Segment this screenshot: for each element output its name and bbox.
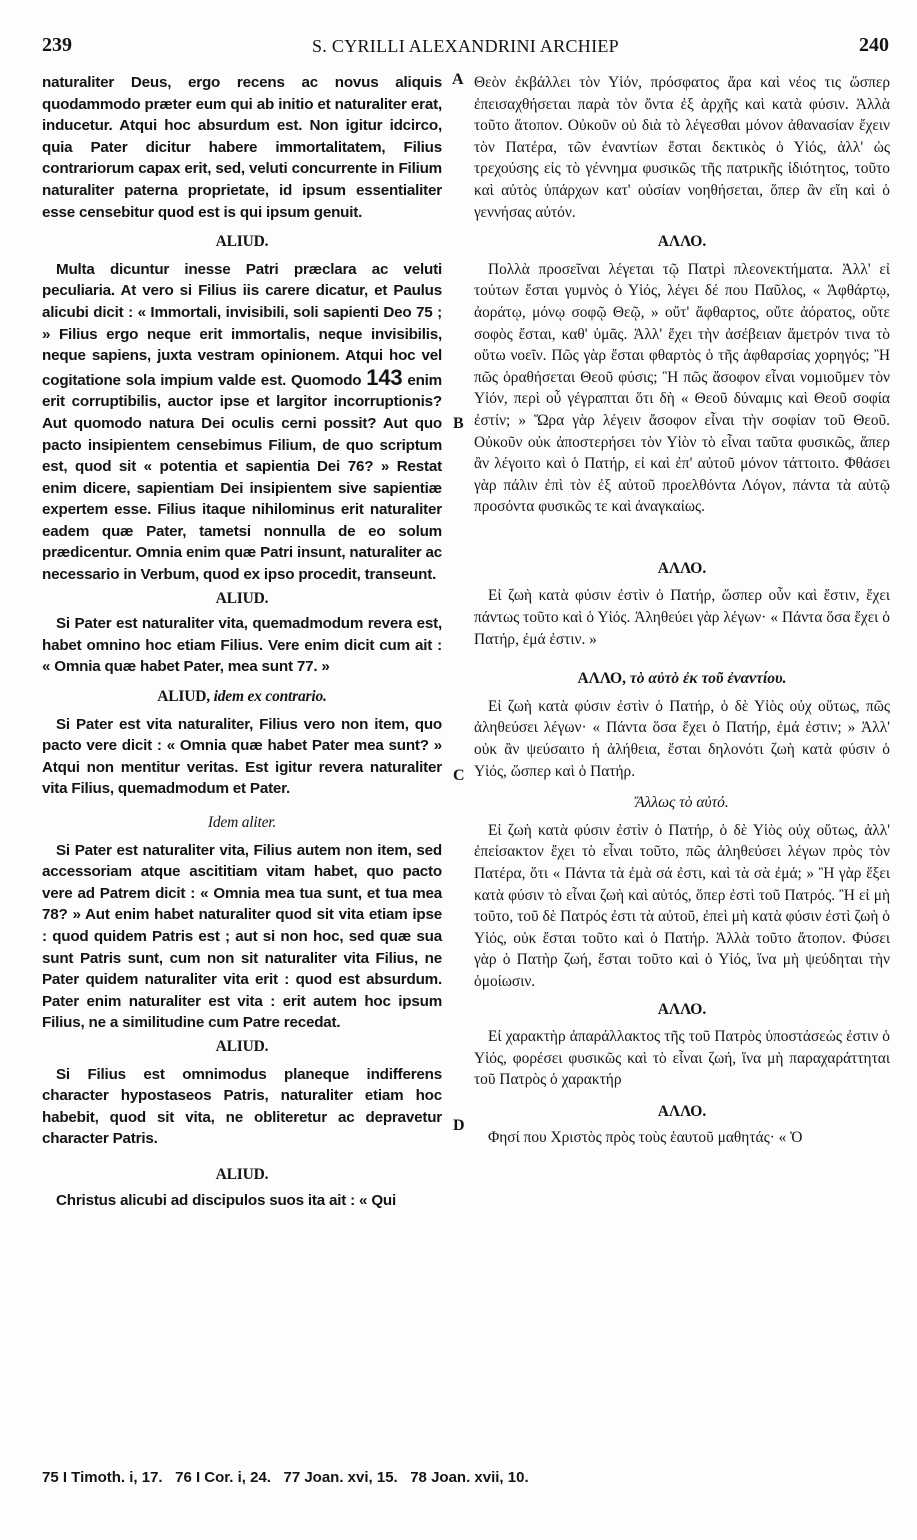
section-heading: ΑΛΛΟ. bbox=[657, 1102, 707, 1120]
latin-text: enim erit corruptibilis, auctor ipse et largitor incorruptionis? Aut quomodo natura Dei oculis cerni possit? Aut quo pacto insipientem censebimus Filium, de quo scriptum est, quod sit « potentia et sapientia Dei 76? » Restat enim dicere, sapientiam Dei insipientem sive sapientiæ expertem esse. Filius itaque nihilominus erit naturaliter eadem quæ Pater, tametsi nonnulla de eo solum prædicentur. Omnia enim quæ Patri insunt, naturaliter ac necessario in Verbum, quod ex ipso procedit, transeunt. bbox=[42, 371, 442, 584]
heading-italic: idem ex contrario. bbox=[213, 688, 327, 706]
latin-paragraph: naturaliter Deus, ergo recens ac novus aliquis quodammodo præter eum qui ab initio et naturaliter erat, inducetur. Atqui hoc absurdum est. Non igitur idcirco, quia Pater dicitur habere immortalitatem, Filius contrariorum capax erit, sed, veluti concurrente in Filium naturaliter paterna proprietate, id ipsum essentialiter esse censebitur quod est is qui ipsum genuit. bbox=[42, 74, 442, 221]
greek-paragraph: Φησί που Χριστὸς πρὸς τοὺς ἑαυτοῦ μαθητάς· « Ὁ bbox=[488, 1128, 803, 1146]
section-heading bbox=[474, 668, 890, 690]
section-heading: Idem aliter. bbox=[207, 814, 277, 831]
heading-text: ΑΛΛΟ, bbox=[577, 670, 626, 688]
heading-text: ALIUD, bbox=[157, 688, 210, 706]
section-heading: ALIUD. bbox=[215, 233, 269, 251]
greek-paragraph: Εἰ ζωὴ κατὰ φύσιν ἐστὶν ὁ Πατήρ, ὁ δὲ Υἱὸς οὐχ οὕτως, ἀλλ' ἐπείσακτον ἔχει τὸ εἶναι τοῦτο, πῶς ἀληθεύσει λέγων πρὸς τὸν Πατέρα, ὅτι « Πάντα τὰ ἐμὰ σά ἐστι, καὶ τὰ σὰ ἐμά; » Ἢ γὰρ ἕξει κατὰ φύσιν τὸ εἶναι ζωὴ καὶ αὐτός, ὅπερ ἐστὶ τοῦ Πατρός. Ἢ εἰ μὴ τοῦτο, τοῦ δὲ Πατρός ἐστι τὰ αὐτοῦ, ἐπεὶ μὴ κατὰ φύσιν ἐστὶ ζωὴ ὁ Υἱός, οὐκ ἔσται τοῦτο καὶ ὁ Πατήρ. Ἀλλὰ τοῦτο ἄτοπον. Φύσει γὰρ ὁ Πατὴρ ζωή, ἔσται τοῦτο καὶ ὁ Υἱός, ἵνα μὴ ψεύδηται τὴν ὁμοίωσιν. bbox=[474, 821, 890, 990]
page-header bbox=[42, 34, 889, 60]
greek-paragraph: Εἰ ζωὴ κατὰ φύσιν ἐστὶν ὁ Πατήρ, ὥσπερ οὖν καὶ ἔστιν, ἔχει πάντως τοῦτο καὶ ὁ Υἱός. Ἀληθεύει γὰρ λέγων· « Πάντα ὅσα ἔχει ὁ Πατήρ, ἐμά ἐστιν. » bbox=[474, 587, 890, 648]
greek-paragraph: Εἰ ζωὴ κατὰ φύσιν ἐστὶν ὁ Πατήρ, ὁ δὲ Υἱὸς οὐχ οὕτως, πῶς ἀληθεύσει λέγων· « Πάντα ὅσα ἔχει ὁ Πατήρ, ἐμά ἐστιν; » Ἀλλ' οὐκ ἂν ψεύσαιτο ἡ ἀλήθεια, ἔσται δηλονότι ζωὴ κατὰ φύσιν ὁ Υἱός, ὥσπερ καὶ ὁ Πατήρ. bbox=[474, 697, 890, 780]
section-heading: ALIUD. bbox=[215, 589, 269, 607]
latin-paragraph: Si Pater est vita naturaliter, Filius vero non item, quo pacto vere dicit : « Omnia quæ habet Pater mea sunt? » Atqui non mentitur veritas. Est igitur revera naturaliter vita Filius, quemadmodum et Pater. bbox=[42, 715, 442, 798]
running-title: S. CYRILLI ALEXANDRINI ARCHIEP bbox=[311, 36, 619, 56]
latin-paragraph bbox=[42, 259, 442, 586]
greek-column bbox=[474, 72, 890, 1148]
section-heading bbox=[42, 686, 442, 708]
section-heading: ALIUD. bbox=[215, 1037, 269, 1055]
section-heading: ΑΛΛΟ. bbox=[657, 559, 707, 577]
margin-marker-c: C bbox=[453, 767, 465, 784]
page-number-left: 239 bbox=[42, 34, 72, 56]
heading-italic: τὸ αὐτὸ ἐκ τοῦ ἐναντίου. bbox=[629, 670, 787, 688]
column-number: 143 bbox=[366, 364, 403, 390]
latin-paragraph: Si Pater est naturaliter vita, Filius autem non item, sed accessoriam atque ascititiam vitam habet, quo pacto vere ad Patrem dicit : « Omnia mea tua sunt, et tua mea 78? » Aut enim habet naturaliter quod sit vita etiam ipse : quod quidem Patris est ; aut si non hoc, sed quæ sua sunt Patris sunt, cum non sit naturaliter vita Filius, ne Pater quidem naturaliter vita erit : quod est absurdum. Pater enim naturaliter est vita : erit autem hoc ipsum Filius, ne a similitudine cum Patre recedat. bbox=[42, 841, 442, 1032]
latin-text: Multa dicuntur inesse Patri præclara ac veluti peculiaria. At vero si Filius iis carere dicatur, et Paulus alicubi dicit : « Immortali, invisibili, soli sapienti Deo 75 ; » Filius ergo neque erit immortalis, neque invisibilis, neque sapiens, juxta vestram opinionem. Atqui hoc vel cogitatione sola impium valde est. Quomodo bbox=[42, 260, 442, 389]
latin-paragraph: Si Filius est omnimodus planeque indifferens character hypostaseos Patris, naturaliter etiam hoc habebit, quod sit vita, ne obliteretur ac depravetur character Patris. bbox=[42, 1065, 442, 1148]
latin-paragraph: Christus alicubi ad discipulos suos ita ait : « Qui bbox=[56, 1191, 397, 1209]
greek-paragraph: Εἰ χαρακτὴρ ἀπαράλλακτος τῆς τοῦ Πατρὸς ὑποστάσεώς ἐστιν ὁ Υἱός, φορέσει φυσικῶς καὶ τὸ εἶναι ζωή, ἵνα μὴ παραχαράττηται τοῦ Πατρὸς ὁ χαρακτήρ bbox=[474, 1028, 890, 1089]
footnotes: 75 I Timoth. i, 17. 76 I Cor. i, 24. 77 Joan. xvi, 15. 78 Joan. xvii, 10. bbox=[42, 1469, 529, 1486]
margin-marker-b: B bbox=[453, 415, 464, 432]
section-heading: ΑΛΛΟ. bbox=[657, 233, 707, 251]
section-heading: ΑΛΛΟ. bbox=[657, 1000, 707, 1018]
margin-marker-a: A bbox=[452, 71, 464, 88]
greek-paragraph: Θεὸν ἐκβάλλει τὸν Υἱόν, πρόσφατος ἄρα καὶ νέος τις ὥσπερ ἐπεισαχθήσεται παρὰ τὸν ὄντα ἐξ ἀρχῆς καὶ κατὰ φύσιν. Ἀλλὰ τοῦτο ἄτοπον. Οὐκοῦν οὐ διὰ τὸ λέγεσθαι μόνον ἀθανασίαν ἔχειν τὸν Πατέρα, τῶν ἐναντίων ἔσται δεκτικὸς ὁ Υἱός, ἀλλ' ὡς τρεχούσης εἰς τὸ γέννημα φυσικῶς τῆς πατρικῆς ἰδιότητος, τοῦτο καὶ αὐτὸς ὑπάρχων κατ' οὐσίαν νοηθήσεται, ὅπερ ἂν εἴη καὶ ὁ γεννήσας αὐτόν. bbox=[474, 74, 890, 221]
section-heading: Ἄλλως τὸ αὐτό. bbox=[635, 794, 729, 812]
latin-paragraph: Si Pater est naturaliter vita, quemadmodum revera est, habet omnino hoc etiam Filius. Vere enim dicit cum ait : « Omnia quæ habet Pater, mea sunt 77. » bbox=[42, 615, 442, 676]
latin-column bbox=[42, 72, 442, 1211]
margin-marker-d: D bbox=[453, 1117, 465, 1134]
page-number-right: 240 bbox=[859, 34, 889, 56]
greek-paragraph: Πολλὰ προσεῖναι λέγεται τῷ Πατρὶ πλεονεκτήματα. Ἀλλ' εἰ τούτων ἔσται γυμνὸς ὁ Υἱός, λέγει δέ που Παῦλος, « Ἀφθάρτῳ, ἀοράτῳ, μόνῳ σοφῷ Θεῷ, » οὔτ' ἄφθαρτος, οὔτε ἀόρατος, οὔτε σοφὸς ἔσται, καθ' ὑμᾶς. Ἀλλ' ἔχει τὴν ἀσέβειαν ἄμετρόν τινα τὸ οὕτω νοεῖν. Πῶς γὰρ ἔσται φθαρτὸς ὁ τῆς ἀφθαρσίας χορηγός; Ἢ πῶς ὁραθήσεται Θεοῦ φύσις; Ἢ πῶς ἄσοφον εἶναι νομιοῦμεν τὸν Υἱόν, περὶ οὗ γέγραπται ὅτι δὴ « Θεοῦ δύναμις καὶ Θεοῦ σοφία ἐστίν; » Ὥρα γὰρ λέγειν ἄσοφον εἶναι τὴν σοφίαν τοῦ Θεοῦ. Οὐκοῦν οὐκ ἀποστερήσει τὸν Υἱὸν τὸ εἶναι ταῦτα φυσικῶς, ἅπερ ἂν λέγοιτο καὶ ὁ Πατήρ, εἰ καὶ ἐπ' αὐτοῦ μόνον τάττοιτο. Φθάσει γὰρ πάλιν ἐπὶ τὸν ἐξ αὐτοῦ προελθόντα Λόγον, πάντα τὰ αὐτῷ προσόντα φυσικῶς τε καὶ ἀναγκαίως. bbox=[474, 260, 890, 516]
section-heading: ALIUD. bbox=[215, 1165, 269, 1183]
